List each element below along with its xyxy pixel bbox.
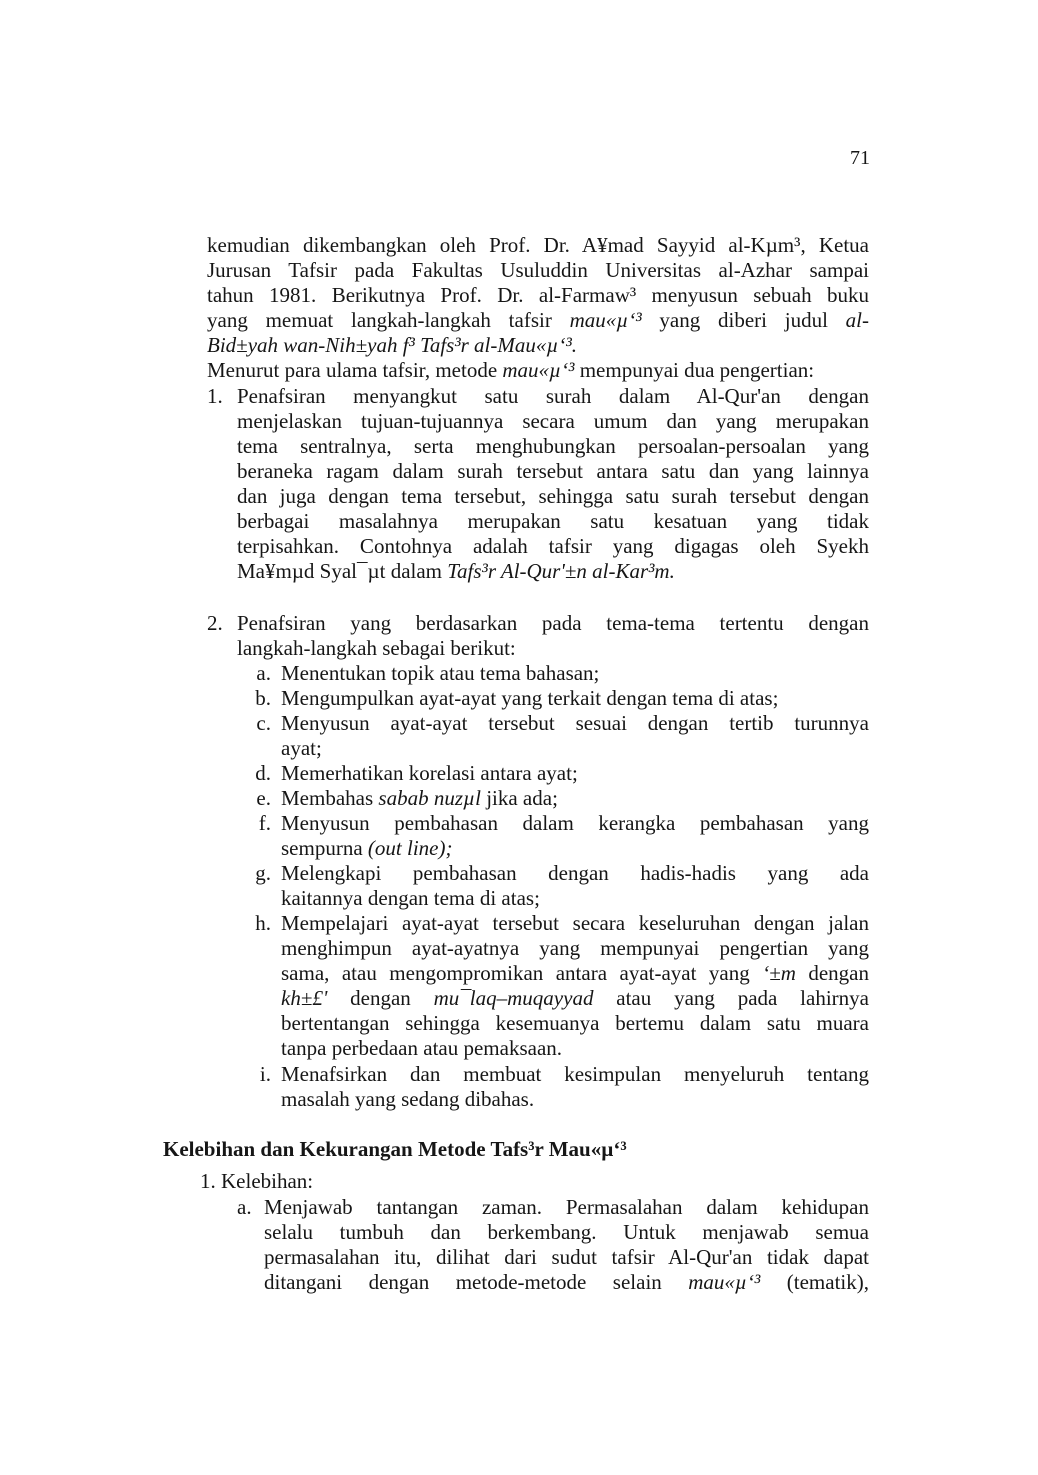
para-line: selalu tumbuh dan berkembang. Untuk menjawab semua — [264, 1220, 869, 1244]
text-run: Menurut para ulama tafsir, metode — [207, 358, 503, 382]
italic-term: ‘±m — [762, 961, 796, 985]
item-line: berbagai masalahnya merupakan satu kesatuan yang tidak — [237, 509, 869, 533]
text-run: mempunyai dua pengertian: — [574, 358, 815, 382]
para-line — [264, 1270, 869, 1295]
step-label: h. — [255, 911, 271, 935]
text-run: sama, atau mengompromikan antara ayat-ayat yang — [281, 961, 763, 985]
step-a: Menentukan topik atau tema bahasan; — [281, 661, 600, 685]
step-line: menghimpun ayat-ayatnya yang mempunyai pengertian yang — [281, 936, 869, 960]
kelebihan-a — [264, 1195, 869, 1295]
step-label: f. — [258, 811, 271, 835]
para-line: Menjawab tantangan zaman. Permasalahan dalam kehidupan — [264, 1195, 869, 1219]
step-label: a. — [237, 1195, 252, 1219]
step-f — [281, 811, 869, 861]
text-run: yang diberi judul — [641, 308, 846, 332]
step-h — [281, 911, 869, 1061]
italic-term: mau«µ‘³ — [502, 358, 575, 382]
italic-term: mau«µ‘³ — [569, 308, 642, 332]
text-run: yang memuat langkah-langkah tafsir — [207, 308, 570, 332]
text-run: atau yang pada lahirnya — [593, 986, 869, 1010]
italic-term: mu¯laq–muqayyad — [433, 986, 594, 1010]
step-line: tanpa perbedaan atau pemaksaan. — [281, 1036, 563, 1060]
intro-line: Jurusan Tafsir pada Fakultas Usuluddin Universitas al-Azhar sampai — [207, 258, 869, 282]
item-line: menjelaskan tujuan-tujuannya secara umum dan yang merupakan — [237, 409, 869, 433]
italic-term: (out line); — [367, 836, 453, 860]
step-d: Memerhatikan korelasi antara ayat; — [281, 761, 578, 785]
step-label: a. — [256, 661, 271, 685]
text-run: dengan — [327, 986, 434, 1010]
step-label: c. — [256, 711, 271, 735]
list-item-1 — [237, 384, 869, 584]
step-line — [281, 986, 869, 1011]
step-line: bertentangan sehingga kesemuanya bertemu dalam satu muara — [281, 1011, 869, 1035]
list-number: 1. — [207, 384, 223, 408]
step-line — [281, 836, 869, 861]
step-label: i. — [259, 1062, 271, 1086]
italic-term: mau«µ‘³ — [688, 1270, 761, 1294]
text-run: Membahas — [281, 786, 379, 810]
step-line: Menyusun ayat-ayat tersebut sesuai dengan tertib turunnya — [281, 711, 869, 735]
intro-line: kemudian dikembangkan oleh Prof. Dr. A¥mad Sayyid al-Kµm³, Ketua — [207, 233, 869, 257]
step-g — [281, 861, 869, 911]
subsection-label: 1. Kelebihan: — [200, 1169, 314, 1193]
step-label: e. — [256, 786, 271, 810]
text-run: jika ada; — [480, 786, 558, 810]
italic-term: sabab nuzµl — [378, 786, 481, 810]
item-line: Penafsiran menyangkut satu surah dalam Al-Qur'an dengan — [237, 384, 869, 408]
italic-term: al- — [845, 308, 869, 332]
item-line — [237, 559, 869, 584]
text-run: sempurna — [281, 836, 368, 860]
text-run: Ma¥mµd Syal¯µt dalam — [237, 559, 448, 583]
intro-line — [207, 358, 869, 383]
book-title: Tafs³r Al-Qur'±n al-Kar³m. — [447, 559, 675, 583]
step-line — [281, 961, 869, 986]
step-line: Melengkapi pembahasan dengan hadis-hadis yang ada — [281, 861, 869, 885]
intro-line — [207, 333, 869, 358]
step-line: masalah yang sedang dibahas. — [281, 1087, 535, 1111]
intro-line — [207, 308, 869, 333]
section-heading: Kelebihan dan Kekurangan Metode Tafs³r Mau«µ‘³ — [163, 1137, 627, 1161]
page-number: 71 — [850, 147, 870, 169]
italic-term: kh±£' — [281, 986, 328, 1010]
text-run: dengan — [795, 961, 869, 985]
step-line: Menyusun pembahasan dalam kerangka pembahasan yang — [281, 811, 869, 835]
step-i — [281, 1062, 869, 1112]
intro-line: tahun 1981. Berikutnya Prof. Dr. al-Farmaw³ menyusun sebuah buku — [207, 283, 869, 307]
item-line: tema sentralnya, serta menghubungkan persoalan-persoalan yang — [237, 434, 869, 458]
item-line: langkah-langkah sebagai berikut: — [237, 636, 516, 660]
item-line: dan juga dengan tema tersebut, sehingga satu surah tersebut dengan — [237, 484, 869, 508]
para-line: permasalahan itu, dilihat dari sudut tafsir Al-Qur'an tidak dapat — [264, 1245, 869, 1269]
step-e — [281, 786, 869, 811]
item-line: terpisahkan. Contohnya adalah tafsir yang digagas oleh Syekh — [237, 534, 869, 558]
book-title: Bid±yah wan-Nih±yah f³ Tafs³r al-Mau«µ‘³. — [207, 333, 578, 357]
item-line: beraneka ragam dalam surah tersebut antara satu dan yang lainnya — [237, 459, 869, 483]
step-line: ayat; — [281, 736, 322, 760]
step-b: Mengumpulkan ayat-ayat yang terkait dengan tema di atas; — [281, 686, 779, 710]
item-line: Penafsiran yang berdasarkan pada tema-tema tertentu dengan — [237, 611, 869, 635]
list-item-2 — [237, 611, 869, 661]
step-line: Mempelajari ayat-ayat tersebut secara keseluruhan dengan jalan — [281, 911, 869, 935]
step-c — [281, 711, 869, 761]
step-label: b. — [255, 686, 271, 710]
text-run: ditangani dengan metode-metode selain — [264, 1270, 689, 1294]
step-line: Menafsirkan dan membuat kesimpulan menyeluruh tentang — [281, 1062, 869, 1086]
step-line: kaitannya dengan tema di atas; — [281, 886, 540, 910]
step-label: g. — [255, 861, 271, 885]
list-number: 2. — [207, 611, 223, 635]
step-label: d. — [255, 761, 271, 785]
text-run: (tematik), — [760, 1270, 869, 1294]
intro-paragraph — [207, 233, 869, 383]
